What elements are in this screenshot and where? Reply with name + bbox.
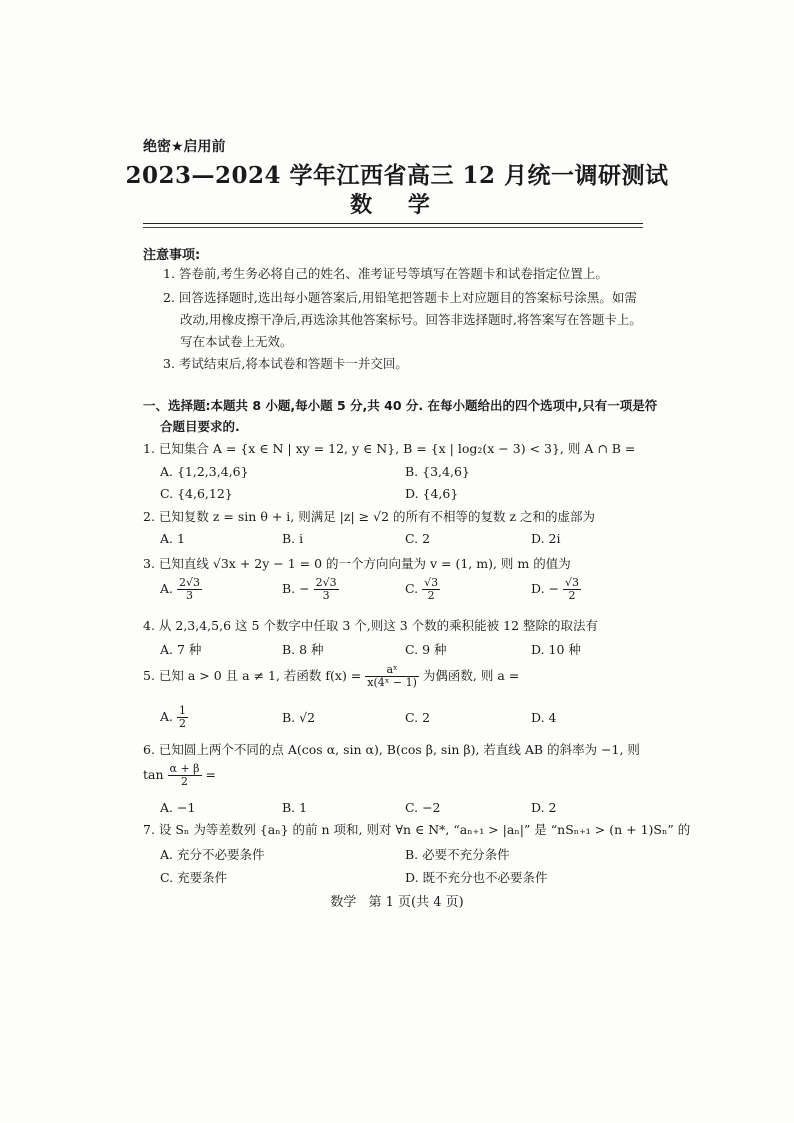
q1-option-a: A. {1,2,3,4,6} (160, 464, 249, 479)
q3-option-d (531, 577, 581, 602)
exam-title: 2023—2024 学年江西省高三 12 月统一调研测试 (125, 162, 669, 189)
q5-a-prefix: A. (160, 709, 174, 725)
notice-item: 改动,用橡皮擦干净后,再选涂其他答案标号。回答非选择题时,将答案写在答题卡上。 (180, 312, 642, 327)
q3-b-prefix: B. − (282, 581, 310, 597)
notice-item: 2. 回答选择题时,选出每小题答案后,用铅笔把答题卡上对应题目的答案标号涂黑。如需 (163, 290, 637, 305)
question-3-stem: 3. 已知直线 √3x + 2y − 1 = 0 的一个方向向量为 v = (1, m), 则 m 的值为 (143, 556, 571, 571)
q2-option-d: D. 2i (531, 531, 561, 546)
q5-option-a (160, 705, 188, 730)
q5-option-d: D. 4 (531, 710, 557, 725)
title-rule-thin (143, 227, 643, 228)
question-7-stem: 7. 设 Sₙ 为等差数列 {aₙ} 的前 n 项和, 则对 ∀n ∈ N*, “aₙ₊₁ > |aₙ|” 是 “nSₙ₊₁ > (n + 1)Sₙ” 的 (143, 822, 691, 837)
q5-stem-pre: 5. 已知 a > 0 且 a ≠ 1, 若函数 f(x) = (143, 668, 362, 684)
q6-tan-den: 2 (181, 775, 189, 789)
q5-a-num: 1 (179, 704, 186, 717)
q6-option-a: A. −1 (160, 800, 196, 815)
q4-option-a: A. 7 种 (160, 642, 202, 657)
q5-function-fraction (365, 664, 419, 689)
subject-title: 数 学 (350, 193, 444, 218)
q5-f-num: aˣ (365, 664, 419, 677)
q3-d-den: 2 (568, 589, 576, 603)
q1-option-b: B. {3,4,6} (405, 464, 470, 479)
q2-option-c: C. 2 (405, 531, 431, 546)
q6-tan-num: α + β (169, 762, 200, 775)
q5-stem-post: 为偶函数, 则 a = (422, 668, 520, 684)
page-footer (0, 891, 794, 910)
footer-subject: 数学 (330, 895, 357, 910)
q3-d-fraction (563, 577, 581, 602)
q7-option-b: B. 必要不充分条件 (405, 847, 510, 862)
q5-option-b: B. √2 (282, 710, 316, 725)
q3-b-den: 3 (322, 589, 330, 603)
q3-a-num: 2√3 (179, 576, 201, 589)
q3-c-den: 2 (427, 589, 435, 603)
q3-d-num: √3 (564, 576, 579, 589)
q3-d-prefix: D. − (531, 581, 559, 597)
q1-option-d: D. {4,6} (405, 486, 459, 501)
q2-option-b: B. i (282, 531, 304, 546)
notice-item: 3. 考试结束后,将本试卷和答题卡一并交回。 (163, 356, 408, 371)
q5-option-c: C. 2 (405, 710, 431, 725)
q7-option-a: A. 充分不必要条件 (160, 847, 265, 862)
q6-option-b: B. 1 (282, 800, 308, 815)
footer-page-number: 第 1 页(共 4 页) (368, 895, 464, 910)
title-rule-thick (143, 223, 643, 224)
q4-option-d: D. 10 种 (531, 642, 581, 657)
q7-option-d: D. 既不充分也不必要条件 (405, 870, 548, 885)
q5-f-den: x(4ˣ − 1) (367, 676, 417, 690)
q3-c-prefix: C. (405, 581, 419, 597)
section-heading-cont: 合题目要求的. (160, 419, 240, 434)
q5-a-den: 2 (179, 717, 186, 731)
question-1-stem: 1. 已知集合 A = {x ∈ N | xy = 12, y ∈ N}, B = {x | log₂(x − 3) < 3}, 则 A ∩ B = (143, 441, 636, 456)
q3-a-prefix: A. (160, 581, 174, 597)
q4-option-c: C. 9 种 (405, 642, 447, 657)
q5-a-fraction (177, 705, 188, 730)
q6-option-c: C. −2 (405, 800, 441, 815)
question-6-tan-expression (143, 763, 216, 788)
q1-option-c: C. {4,6,12} (160, 486, 233, 501)
q3-option-b (282, 577, 339, 602)
notice-heading: 注意事项: (143, 248, 201, 263)
question-2-stem: 2. 已知复数 z = sin θ + i, 则满足 |z| ≥ √2 的所有不相等的复数 z 之和的虚部为 (143, 509, 596, 524)
notice-item: 写在本试卷上无效。 (180, 334, 293, 349)
question-4-stem: 4. 从 2,3,4,5,6 这 5 个数字中任取 3 个,则这 3 个数的乘积能被 12 整除的取法有 (143, 618, 599, 633)
q3-c-fraction (422, 577, 440, 602)
q3-a-den: 3 (186, 589, 193, 603)
q3-option-c (405, 577, 440, 602)
section-heading: 一、选择题:本题共 8 小题,每小题 5 分,共 40 分. 在每小题给出的四个选项中,只有一项是符 (143, 398, 658, 413)
q6-tan-prefix: tan (143, 767, 164, 783)
q2-option-a: A. 1 (160, 531, 185, 546)
q3-b-fraction (314, 577, 339, 602)
question-6-stem: 6. 已知圆上两个不同的点 A(cos α, sin α), B(cos β, sin β), 若直线 AB 的斜率为 −1, 则 (143, 742, 640, 757)
notice-item: 1. 答卷前,考生务必将自己的姓名、准考证号等填写在答题卡和试卷指定位置上。 (163, 266, 608, 281)
question-5-stem (143, 664, 519, 689)
q6-option-d: D. 2 (531, 800, 557, 815)
q3-a-fraction (177, 577, 202, 602)
confidential-label: 绝密★启用前 (143, 139, 226, 155)
q4-option-b: B. 8 种 (282, 642, 324, 657)
q6-tan-fraction (168, 763, 202, 788)
q3-b-num: 2√3 (315, 576, 337, 589)
q3-option-a (160, 577, 202, 602)
q7-option-c: C. 充要条件 (160, 870, 228, 885)
q3-c-num: √3 (424, 576, 439, 589)
q6-tan-suffix: = (205, 767, 216, 783)
